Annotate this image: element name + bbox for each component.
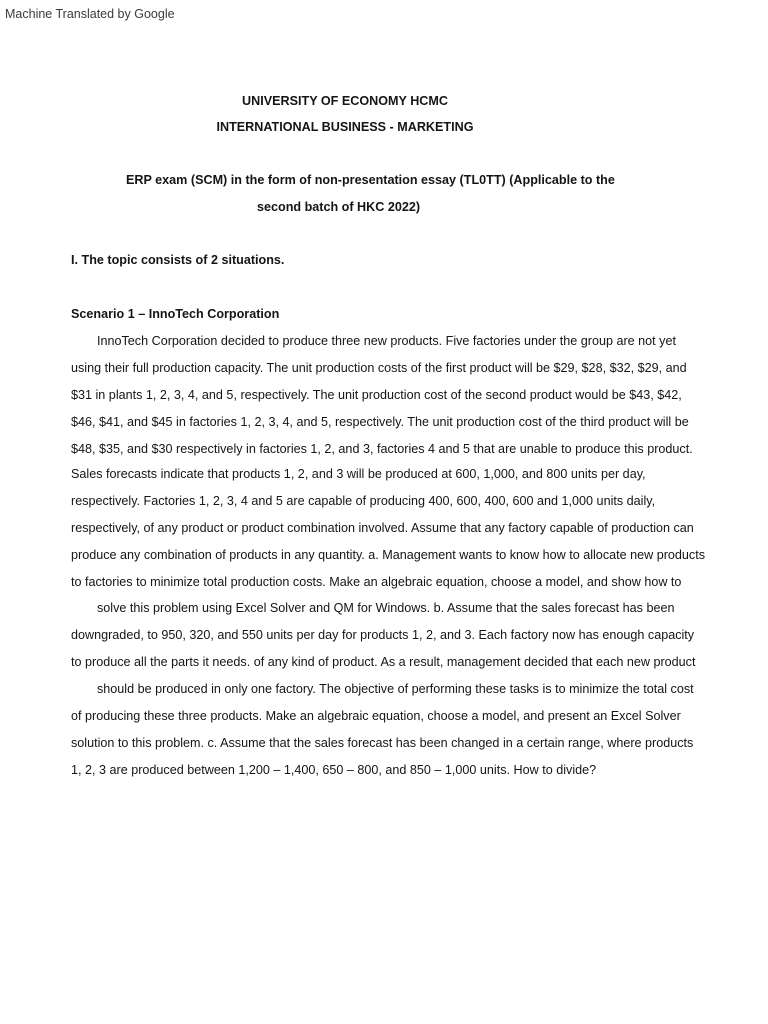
scenario-paragraph-line: to factories to minimize total production costs. Make an algebraic equation, choose a model, and show how to	[71, 575, 682, 589]
exam-title-line-1: ERP exam (SCM) in the form of non-presentation essay (TL0TT) (Applicable to the	[126, 173, 615, 187]
scenario-paragraph-line: of producing these three products. Make an algebraic equation, choose a model, and present an Excel Solver	[71, 709, 681, 723]
exam-title-line-2: second batch of HKC 2022)	[257, 200, 421, 214]
scenario-paragraph-line: produce any combination of products in any quantity. a. Management wants to know how to allocate new products	[71, 548, 706, 562]
scenario-title: Scenario 1 – InnoTech Corporation	[71, 307, 280, 321]
scenario-paragraph-line: Sales forecasts indicate that products 1, 2, and 3 will be produced at 600, 1,000, and 800 units per day,	[71, 467, 646, 481]
topic-heading: I. The topic consists of 2 situations.	[71, 253, 285, 267]
scenario-paragraph-line: InnoTech Corporation decided to produce three new products. Five factories under the group are not yet	[97, 334, 676, 348]
department-heading: INTERNATIONAL BUSINESS - MARKETING	[216, 120, 474, 134]
university-heading: UNIVERSITY OF ECONOMY HCMC	[242, 94, 448, 108]
scenario-paragraph-line: solution to this problem. c. Assume that the sales forecast has been changed in a certain range, where products	[71, 736, 694, 750]
scenario-paragraph-line: should be produced in only one factory. The objective of performing these tasks is to minimize the total cost	[97, 682, 694, 696]
scenario-paragraph-line: 1, 2, 3 are produced between 1,200 – 1,400, 650 – 800, and 850 – 1,000 units. How to divide?	[71, 763, 597, 777]
scenario-paragraph-line: downgraded, to 950, 320, and 550 units per day for products 1, 2, and 3. Each factory now has enough capacity	[71, 628, 695, 642]
machine-translated-banner: Machine Translated by Google	[5, 7, 175, 21]
scenario-paragraph-line: $46, $41, and $45 in factories 1, 2, 3, 4, and 5, respectively. The unit production cost of the third product will be	[71, 415, 689, 429]
scenario-paragraph-line: using their full production capacity. The unit production costs of the first product will be $29, $28, $32, $29, and	[71, 361, 687, 375]
scenario-paragraph-line: respectively. Factories 1, 2, 3, 4 and 5 are capable of producing 400, 600, 400, 600 and 1,000 units daily,	[71, 494, 656, 508]
scenario-paragraph-line: respectively, of any product or product combination involved. Assume that any factory capable of production can	[71, 521, 694, 535]
scenario-paragraph-line: solve this problem using Excel Solver and QM for Windows. b. Assume that the sales forecast has been	[97, 601, 675, 615]
scenario-paragraph-line: $31 in plants 1, 2, 3, 4, and 5, respectively. The unit production cost of the second product would be $43, $42,	[71, 388, 682, 402]
scenario-paragraph-line: $48, $35, and $30 respectively in factories 1, 2, and 3, factories 4 and 5 that are unable to produce this product.	[71, 442, 693, 456]
scenario-paragraph-line: to produce all the parts it needs. of any kind of product. As a result, management decided that each new product	[71, 655, 696, 669]
